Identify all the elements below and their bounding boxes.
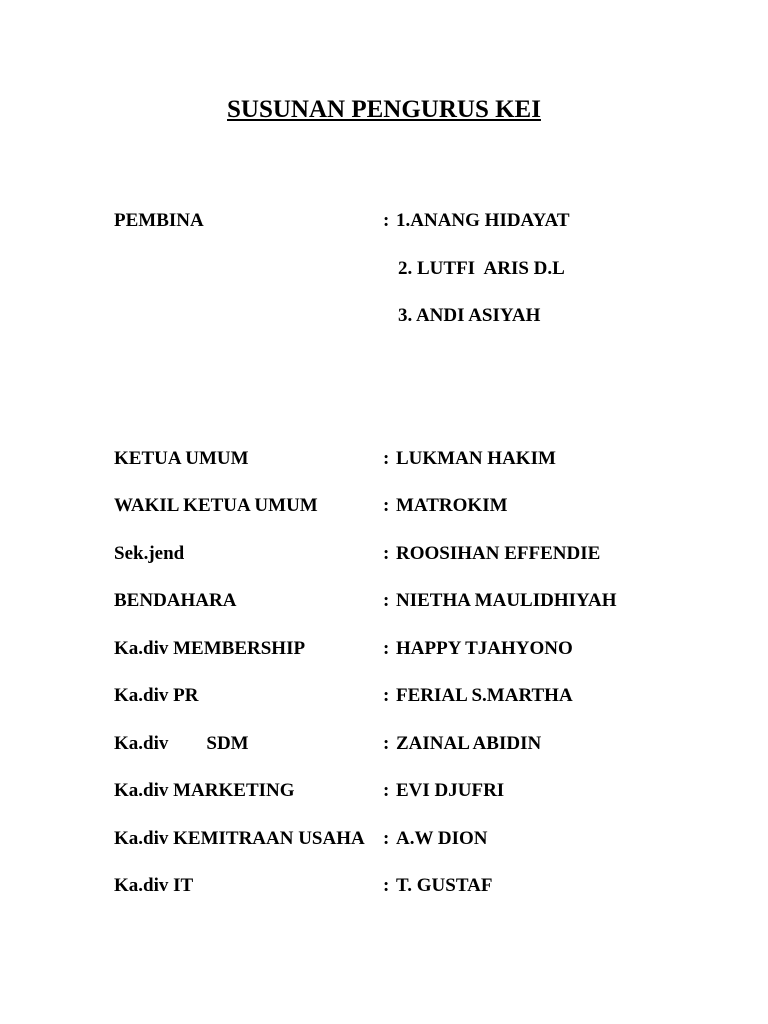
position-label: WAKIL KETUA UMUM [114,495,318,516]
position-label: BENDAHARA [114,590,237,611]
separator: : [383,685,390,706]
separator: : [383,780,390,801]
position-name: ROOSIHAN EFFENDIE [396,543,601,564]
pembina-member-1: 1.ANANG HIDAYAT [396,210,570,231]
position-name: EVI DJUFRI [396,780,505,801]
position-label: Ka.div MARKETING [114,780,295,801]
position-label: Ka.div SDM [114,733,249,754]
separator: : [383,828,390,849]
separator: : [383,733,390,754]
position-name: T. GUSTAF [396,875,493,896]
position-label: KETUA UMUM [114,448,249,469]
separator: : [383,590,390,611]
document-title: SUSUNAN PENGURUS KEI [227,96,541,123]
position-name: NIETHA MAULIDHIYAH [396,590,617,611]
position-name: ZAINAL ABIDIN [396,733,542,754]
pembina-member-3: 3. ANDI ASIYAH [398,305,541,326]
position-label: Ka.div IT [114,875,194,896]
position-name: MATROKIM [396,495,508,516]
position-label: Ka.div KEMITRAAN USAHA [114,828,365,849]
separator: : [383,495,390,516]
pembina-member-2: 2. LUTFI ARIS D.L [398,258,565,279]
position-label: Sek.jend [114,543,185,564]
separator: : [383,875,390,896]
separator: : [383,543,390,564]
separator: : [383,638,390,659]
separator: : [383,448,390,469]
position-name: LUKMAN HAKIM [396,448,556,469]
position-label: Ka.div MEMBERSHIP [114,638,306,659]
position-name: A.W DION [396,828,488,849]
position-name: HAPPY TJAHYONO [396,638,573,659]
position-label: Ka.div PR [114,685,199,706]
pembina-label: PEMBINA [114,210,204,231]
position-name: FERIAL S.MARTHA [396,685,573,706]
separator: : [383,210,390,231]
